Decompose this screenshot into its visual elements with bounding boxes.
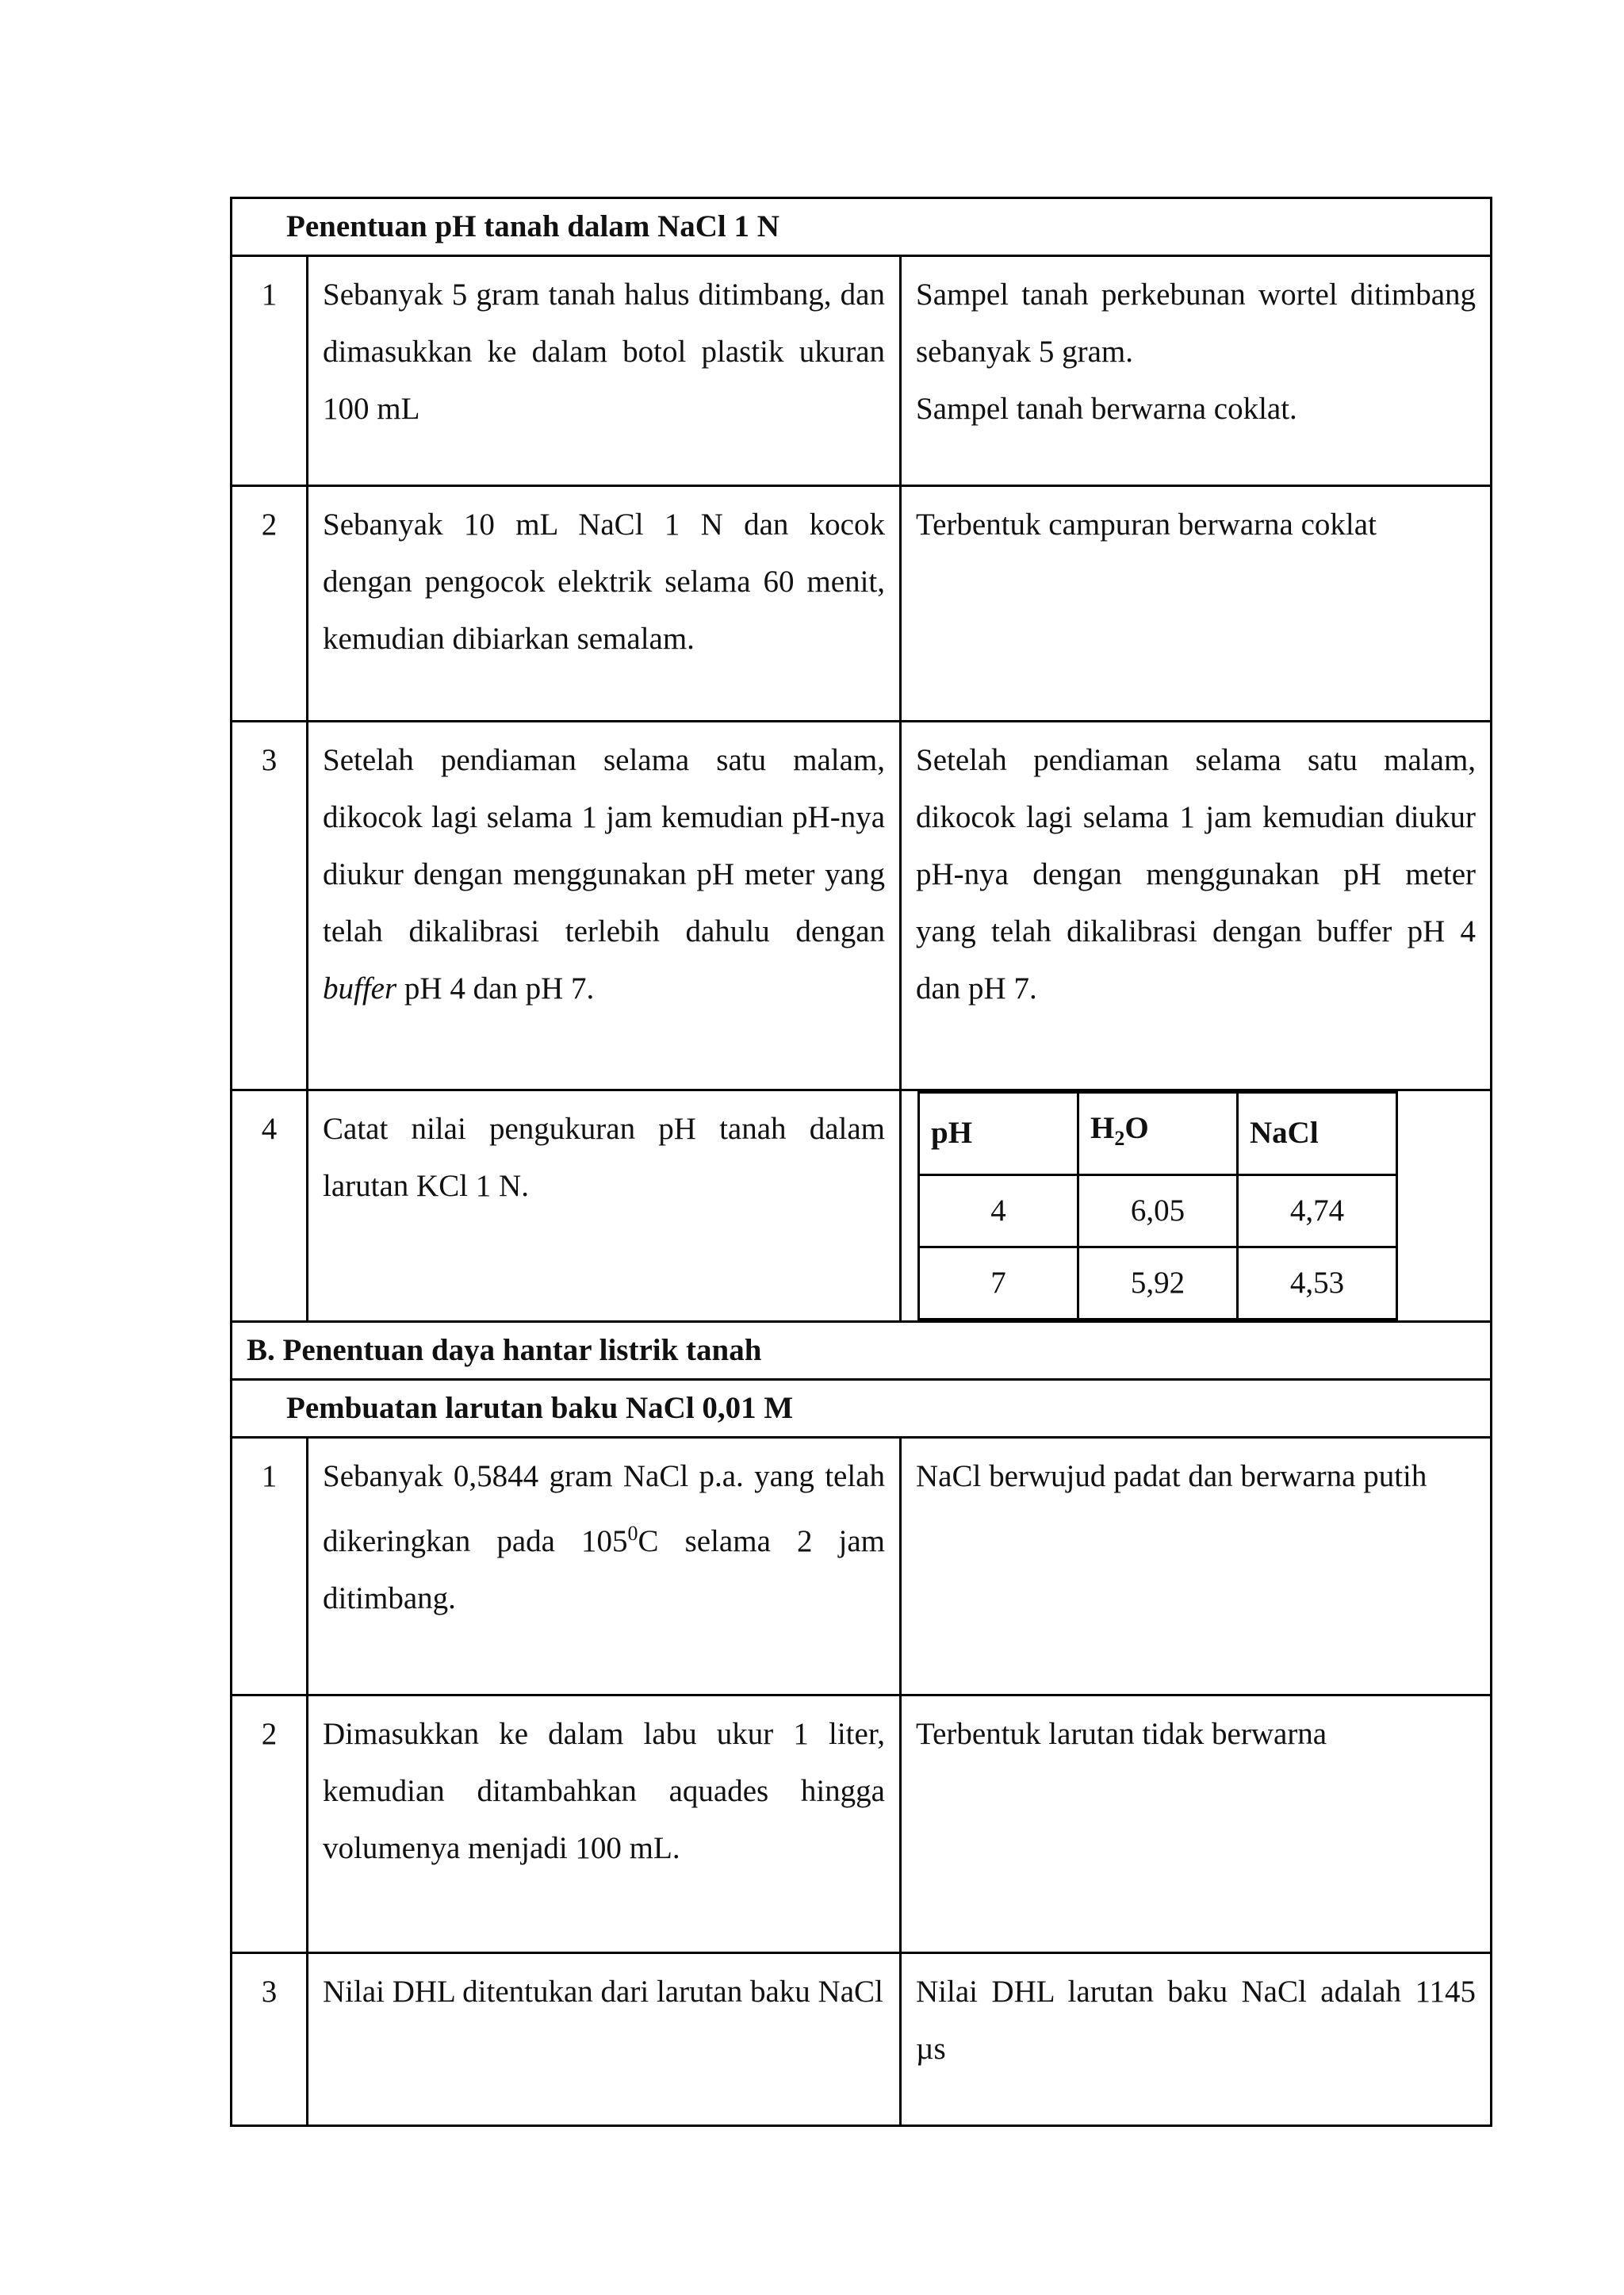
- table-row: [232, 1695, 1492, 1952]
- table-row: [232, 486, 1492, 722]
- ph-value: 7: [919, 1247, 1078, 1319]
- step-text: Dimasukkan ke dalam labu ukur 1 liter, kemudian ditambahkan aquades hingga volumenya menjadi 100 mL.: [308, 1695, 901, 1952]
- section-b-subtitle-row: [232, 1379, 1492, 1437]
- step-text: Sebanyak 5 gram tanah halus ditimbang, dan dimasukkan ke dalam botol plastik ukuran 100 mL: [308, 256, 901, 486]
- h2o-header-h: H: [1090, 1111, 1115, 1145]
- h2o-header-o: O: [1124, 1111, 1149, 1145]
- ph-table-row: [919, 1247, 1397, 1319]
- section-b-subtitle: Pembuatan larutan baku NaCl 0,01 M: [232, 1379, 1492, 1437]
- h2o-value: 6,05: [1078, 1174, 1238, 1247]
- table-row: [232, 1437, 1492, 1695]
- step-text-part: pH 4 dan pH 7.: [396, 971, 595, 1006]
- nacl-value: 4,53: [1238, 1247, 1397, 1319]
- step-text-italic: buffer: [323, 971, 397, 1006]
- step-text: [308, 722, 901, 1090]
- table-row: [232, 256, 1492, 486]
- observation-cell: [901, 256, 1492, 486]
- observation-text: Setelah pendiaman selama satu malam, dikocok lagi selama 1 jam kemudian diukur pH-nya dengan menggunakan pH meter yang telah dikalibrasi dengan buffer pH 4 dan pH 7.: [901, 722, 1492, 1090]
- step-text: Catat nilai pengukuran pH tanah dalam larutan KCl 1 N.: [308, 1090, 901, 1322]
- step-number: 2: [232, 1695, 308, 1952]
- section-b-title: B. Penentuan daya hantar listrik tanah: [232, 1321, 1492, 1379]
- observation-text: Nilai DHL larutan baku NaCl adalah 1145 µs: [901, 1952, 1492, 2125]
- section-a-title-row: [232, 198, 1492, 256]
- ph-table-header-row: [919, 1093, 1397, 1175]
- nacl-header: NaCl: [1238, 1093, 1397, 1175]
- section-b-title-row: [232, 1321, 1492, 1379]
- table-row: [232, 722, 1492, 1090]
- h2o-header: [1078, 1093, 1238, 1175]
- section-a-title: Penentuan pH tanah dalam NaCl 1 N: [232, 198, 1492, 256]
- ph-value: 4: [919, 1174, 1078, 1247]
- step-number: 3: [232, 722, 308, 1090]
- procedure-table: [230, 197, 1492, 2127]
- step-text-part: Setelah pendiaman selama satu malam, dikocok lagi selama 1 jam kemudian pH-nya diukur dengan menggunakan pH meter yang telah dikalibrasi terlebih dahulu dengan: [323, 743, 885, 948]
- step-number: 4: [232, 1090, 308, 1322]
- ph-header: pH: [919, 1093, 1078, 1175]
- observation-text: Sampel tanah berwarna coklat.: [916, 392, 1297, 426]
- step-number: 1: [232, 256, 308, 486]
- step-number: 1: [232, 1437, 308, 1695]
- step-text: [308, 1437, 901, 1695]
- h2o-header-sub: 2: [1114, 1126, 1125, 1150]
- step-text-sup: 0: [627, 1521, 638, 1545]
- step-text-part: Sebanyak 0,5844 gram NaCl p.a. yang telah dikeringkan pada 105: [323, 1458, 885, 1558]
- table-row: [232, 1090, 1492, 1322]
- observation-text: NaCl berwujud padat dan berwarna putih: [901, 1437, 1492, 1695]
- step-number: 2: [232, 486, 308, 722]
- ph-results-table: [917, 1091, 1398, 1320]
- observation-text: Sampel tanah perkebunan wortel ditimbang sebanyak 5 gram.: [916, 278, 1477, 369]
- step-number: 3: [232, 1952, 308, 2125]
- ph-table-cell: [901, 1090, 1492, 1322]
- nacl-value: 4,74: [1238, 1174, 1397, 1247]
- observation-text: Terbentuk larutan tidak berwarna: [901, 1695, 1492, 1952]
- step-text-part: C selama 2 jam ditimbang.: [323, 1523, 885, 1615]
- step-text: Nilai DHL ditentukan dari larutan baku NaCl: [308, 1952, 901, 2125]
- h2o-value: 5,92: [1078, 1247, 1238, 1319]
- step-text: Sebanyak 10 mL NaCl 1 N dan kocok dengan pengocok elektrik selama 60 menit, kemudian dibiarkan semalam.: [308, 486, 901, 722]
- observation-text: Terbentuk campuran berwarna coklat: [901, 486, 1492, 722]
- ph-table-row: [919, 1174, 1397, 1247]
- table-row: [232, 1952, 1492, 2125]
